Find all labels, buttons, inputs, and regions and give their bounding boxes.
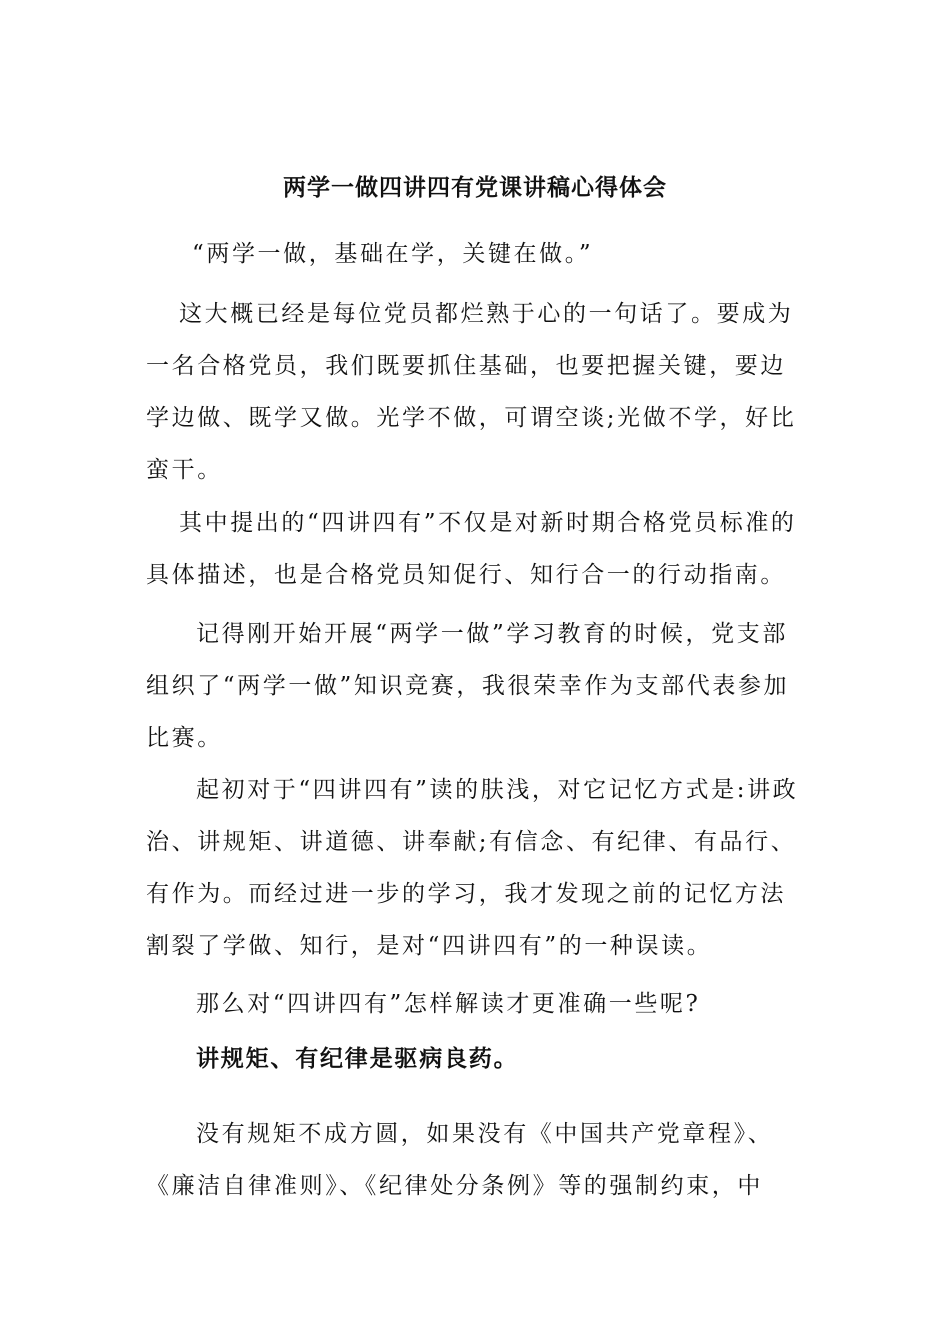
paragraph-quote: “两学一做，基础在学，关键在做。” <box>192 241 594 267</box>
paragraph-question: 那么对“四讲四有”怎样解读才更准确一些呢? <box>196 991 701 1017</box>
document-title: 两学一做四讲四有党课讲稿心得体会 <box>283 174 667 201</box>
paragraph-memory-method: 起初对于“四讲四有”读的肤浅，对它记忆方式是:讲政治、讲规矩、讲道德、讲奉献;有信念、有纪律、有品行、有作为。而经过进一步的学习，我才发现之前的记忆方法割裂了学做、知行，是对“四讲四有”的一种误读。 <box>146 777 799 959</box>
paragraph-intro: 这大概已经是每位党员都烂熟于心的一句话了。要成为一名合格党员，我们既要抓住基础，也要把握关键，要边学边做、既学又做。光学不做，可谓空谈;光做不学，好比蛮干。 <box>146 301 797 483</box>
paragraph-rules: 没有规矩不成方圆，如果没有《中国共产党章程》、《廉洁自律准则》、《纪律处分条例》等的强制约束，中 <box>146 1121 774 1199</box>
paragraph-four-speaks: 其中提出的“四讲四有”不仅是对新时期合格党员标准的具体描述，也是合格党员知促行、知行合一的行动指南。 <box>146 510 797 588</box>
section-heading-discipline: 讲规矩、有纪律是驱病良药。 <box>196 1045 519 1072</box>
paragraph-competition: 记得刚开始开展“两学一做”学习教育的时候，党支部组织了“两学一做”知识竞赛，我很荣幸作为支部代表参加比赛。 <box>146 621 790 751</box>
